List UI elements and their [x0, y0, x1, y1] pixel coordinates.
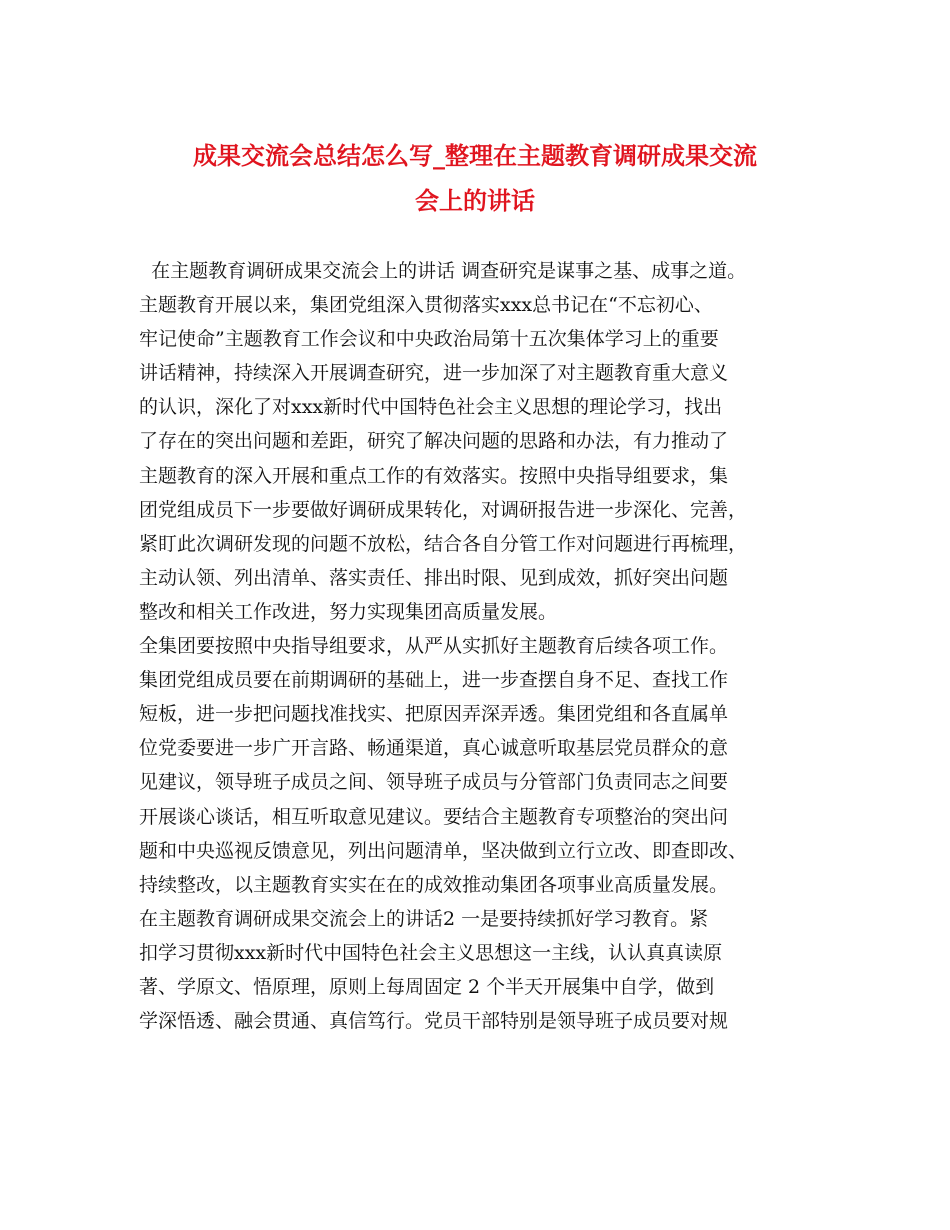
body-line: 团党组成员下一步要做好调研成果转化，对调研报告进一步深化、完善，	[139, 498, 748, 521]
body-line: 整改和相关工作改进，努力实现集团高质量发展。	[139, 600, 558, 623]
body-line: 在主题教育调研成果交流会上的讲话 调查研究是谋事之基、成事之道。	[139, 260, 747, 282]
document-title-line-1: 成果交流会总结怎么写_整理在主题教育调研成果交流	[193, 142, 757, 170]
body-line: 在主题教育调研成果交流会上的讲话2 一是要持续抓好学习教育。紧	[139, 907, 709, 930]
body-line: 了存在的突出问题和差距，研究了解决问题的思路和办法，有力推动了	[139, 430, 729, 453]
body-line: 牢记使命”主题教育工作会议和中央政治局第十五次集体学习上的重要	[139, 328, 719, 351]
body-line: 主题教育开展以来，集团党组深入贯彻落实xxx总书记在“不忘初心、	[139, 294, 713, 317]
body-line: 持续整改，以主题教育实实在在的成效推动集团各项事业高质量发展。	[139, 873, 729, 896]
body-line: 扣学习贯彻xxx新时代中国特色社会主义思想这一主线，认认真真读原	[139, 941, 723, 964]
body-line: 讲话精神，持续深入开展调查研究，进一步加深了对主题教育重大意义	[139, 362, 729, 385]
body-line: 集团党组成员要在前期调研的基础上，进一步查摆自身不足、查找工作	[139, 669, 729, 692]
body-line: 开展谈心谈话，相互听取意见建议。要结合主题教育专项整治的突出问	[139, 805, 729, 828]
document-title-line-2: 会上的讲话	[415, 187, 535, 215]
document-body	[139, 254, 829, 1038]
body-line: 见建议，领导班子成员之间、领导班子成员与分管部门负责同志之间要	[139, 771, 729, 794]
body-line: 全集团要按照中央指导组要求，从严从实抓好主题教育后续各项工作。	[139, 635, 729, 658]
body-line: 的认识，深化了对xxx新时代中国特色社会主义思想的理论学习，找出	[139, 396, 723, 419]
body-line: 学深悟透、融会贯通、真信笃行。党员干部特别是领导班子成员要对规	[139, 1010, 729, 1033]
body-line: 紧盯此次调研发现的问题不放松，结合各自分管工作对问题进行再梳理，	[139, 532, 748, 555]
body-line: 著、学原文、悟原理，原则上每周固定 2 个半天开展集中自学，做到	[139, 975, 715, 998]
body-line: 主动认领、列出清单、落实责任、排出时限、见到成效，抓好突出问题	[139, 566, 729, 589]
body-line: 短板，进一步把问题找准找实、把原因弄深弄透。集团党组和各直属单	[139, 703, 729, 726]
body-line: 位党委要进一步广开言路、畅通渠道，真心诚意听取基层党员群众的意	[139, 737, 729, 760]
body-line: 主题教育的深入开展和重点工作的有效落实。按照中央指导组要求，集	[139, 464, 729, 487]
body-line: 题和中央巡视反馈意见，列出问题清单，坚决做到立行立改、即查即改、	[139, 839, 748, 862]
